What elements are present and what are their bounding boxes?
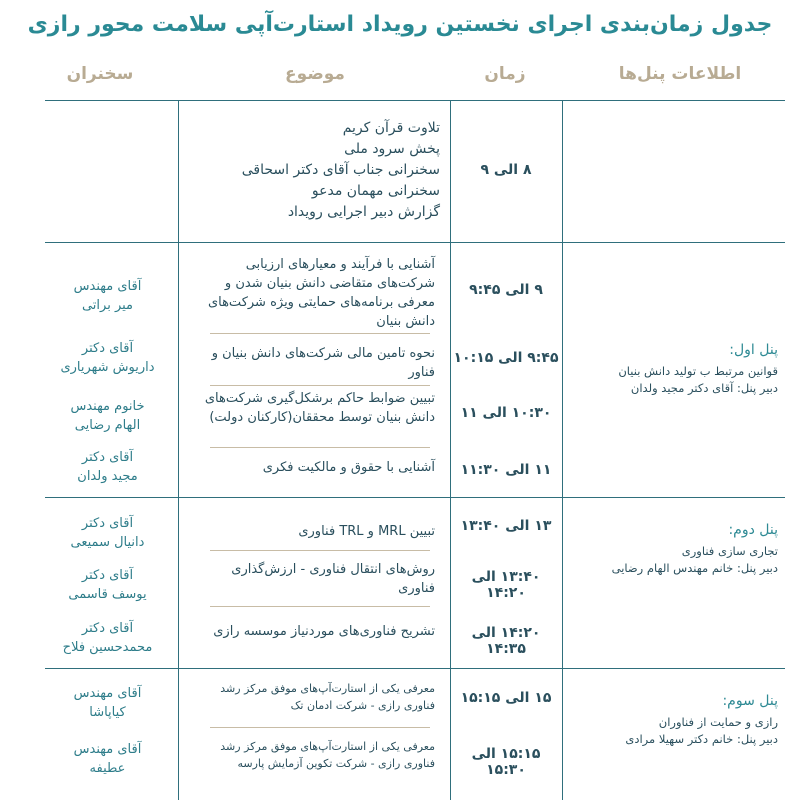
speaker-name: یوسف قاسمی: [68, 587, 147, 602]
row-separator: [210, 333, 430, 334]
panel1-row4-speaker: [40, 448, 175, 486]
panel1-row2-speaker: [40, 339, 175, 377]
row-separator: [210, 447, 430, 448]
panel2-row3-speaker: [40, 619, 175, 657]
panel1-row4-time: ۱۱ الی ۱۱:۳۰: [460, 462, 552, 478]
opening-topic: گزارش دبیر اجرایی رویداد: [287, 204, 440, 220]
header-speakers: سخنران: [66, 64, 134, 84]
speaker-name: میر براتی: [81, 298, 134, 313]
panel2-row2-time: ۱۳:۴۰ الی ۱۴:۲۰: [471, 569, 541, 601]
panel1-row1-topic: آشنایی با فرآیند و معیارهای ارزیابی شرکت‌های متقاضی دانش بنیان شدن و معرفی برنامه‌های حمایتی ویژه شرکت‌های دانش بنیان: [207, 257, 435, 329]
panel2-row1-time: ۱۳ الی ۱۳:۴۰: [460, 518, 552, 534]
panel3-row2-time: ۱۵:۱۵ الی ۱۵:۳۰: [471, 746, 541, 778]
row-separator: [210, 385, 430, 386]
speaker-name: الهام رضایی: [74, 418, 141, 433]
panel1-row2-topic: نحوه تامین مالی شرکت‌های دانش بنیان و فناور: [211, 346, 435, 380]
panel3-row1-topic: معرفی یکی از استارت‌آپ‌های موفق مرکز رشد فناوری رازی - شرکت ادمان تک: [220, 682, 435, 712]
panel2-info: [568, 522, 778, 577]
panel3-chair: دبیر پنل: خانم دکتر سهیلا مرادی: [625, 732, 778, 746]
panel2-name: پنل دوم:: [728, 522, 778, 538]
speaker-title: آقای مهندس: [73, 742, 142, 757]
panel3-name: پنل سوم:: [722, 693, 778, 709]
speaker-title: آقای مهندس: [73, 686, 142, 701]
panel3-info: [568, 693, 778, 748]
panel3-row2-speaker: [40, 740, 175, 778]
speaker-title: آقای دکتر: [81, 450, 134, 465]
speaker-title: آقای دکتر: [81, 568, 134, 583]
speaker-name: محمدحسین فلاح: [62, 640, 153, 655]
speaker-title: آقای مهندس: [73, 279, 142, 294]
panel1-row3-topic: تبیین ضوابط حاکم برشکل‌گیری شرکت‌های دانش بنیان توسط محققان(کارکنان دولت): [204, 391, 435, 425]
panel3-row2-topic: معرفی یکی از استارت‌آپ‌های موفق مرکز رشد فناوری رازی - شرکت تکوین آزمایش پارسه: [220, 740, 435, 770]
section-divider: [45, 497, 785, 498]
panel3-row1-speaker: [40, 684, 175, 722]
row-separator: [210, 550, 430, 551]
panel3-row1-time: ۱۵ الی ۱۵:۱۵: [460, 690, 552, 706]
opening-topics: [200, 118, 440, 223]
speaker-name: کیاپاشا: [89, 705, 126, 720]
speaker-name: دانیال سمیعی: [70, 535, 145, 550]
panel2-row3-topic: تشریح فناوری‌های موردنیاز موسسه رازی: [213, 624, 435, 639]
panel1-info: [568, 342, 778, 397]
speaker-name: داریوش شهریاری: [60, 360, 155, 375]
speaker-title: آقای دکتر: [81, 516, 134, 531]
header-topic: موضوع: [285, 64, 345, 84]
speaker-title: خانوم مهندس: [70, 399, 145, 414]
column-divider: [562, 100, 563, 800]
opening-time: ۸ الی ۹: [480, 162, 532, 178]
panel1-subject: قوانین مرتبط ب تولید دانش بنیان: [618, 364, 778, 378]
panel1-chair: دبیر پنل: آقای دکتر مجید ولدان: [630, 381, 778, 395]
panel2-chair: دبیر پنل: خانم مهندس الهام رضایی: [611, 561, 778, 575]
opening-topic: تلاوت قرآن کریم: [342, 120, 440, 136]
panel1-row3-speaker: [40, 397, 175, 435]
panel1-row1-time: ۹ الی ۹:۴۵: [469, 282, 543, 298]
header-divider: [45, 100, 785, 101]
opening-topic: سخنرانی جناب آقای دکتر اسحاقی: [241, 162, 440, 178]
header-time: زمان: [484, 64, 526, 84]
header-panels: اطلاعات پنل‌ها: [618, 64, 742, 84]
row-separator: [210, 727, 430, 728]
panel2-subject: تجاری سازی فناوری: [681, 544, 778, 558]
page-title: جدول زمان‌بندی اجرای نخستین رویداد استارت‌آپی سلامت محور رازی: [27, 12, 773, 37]
panel2-row2-speaker: [40, 566, 175, 604]
section-divider: [45, 668, 785, 669]
panel2-row3-time: ۱۴:۲۰ الی ۱۴:۳۵: [471, 625, 541, 657]
panel1-row3-time: ۱۰:۳۰ الی ۱۱: [460, 405, 552, 421]
row-separator: [210, 606, 430, 607]
panel1-name: پنل اول:: [729, 342, 778, 358]
opening-topic: سخنرانی مهمان مدعو: [311, 183, 440, 199]
panel2-row2-topic: روش‌های انتقال فناوری - ارزش‌گذاری فناوری: [231, 562, 435, 596]
speaker-title: آقای دکتر: [81, 341, 134, 356]
panel2-row1-topic: تبیین MRL و TRL فناوری: [298, 524, 435, 539]
speaker-name: عطیفه: [89, 761, 126, 776]
speaker-title: آقای دکتر: [81, 621, 134, 636]
panel1-row4-topic: آشنایی با حقوق و مالکیت فکری: [262, 460, 435, 475]
section-divider: [45, 242, 785, 243]
panel1-row2-time: ۹:۴۵ الی ۱۰:۱۵: [453, 350, 559, 366]
speaker-name: مجید ولدان: [77, 469, 138, 484]
column-divider: [178, 100, 179, 800]
panel3-subject: رازی و حمایت از فناوران: [658, 715, 778, 729]
opening-topic: پخش سرود ملی: [344, 141, 440, 157]
panel1-row1-speaker: [40, 277, 175, 315]
panel2-row1-speaker: [40, 514, 175, 552]
